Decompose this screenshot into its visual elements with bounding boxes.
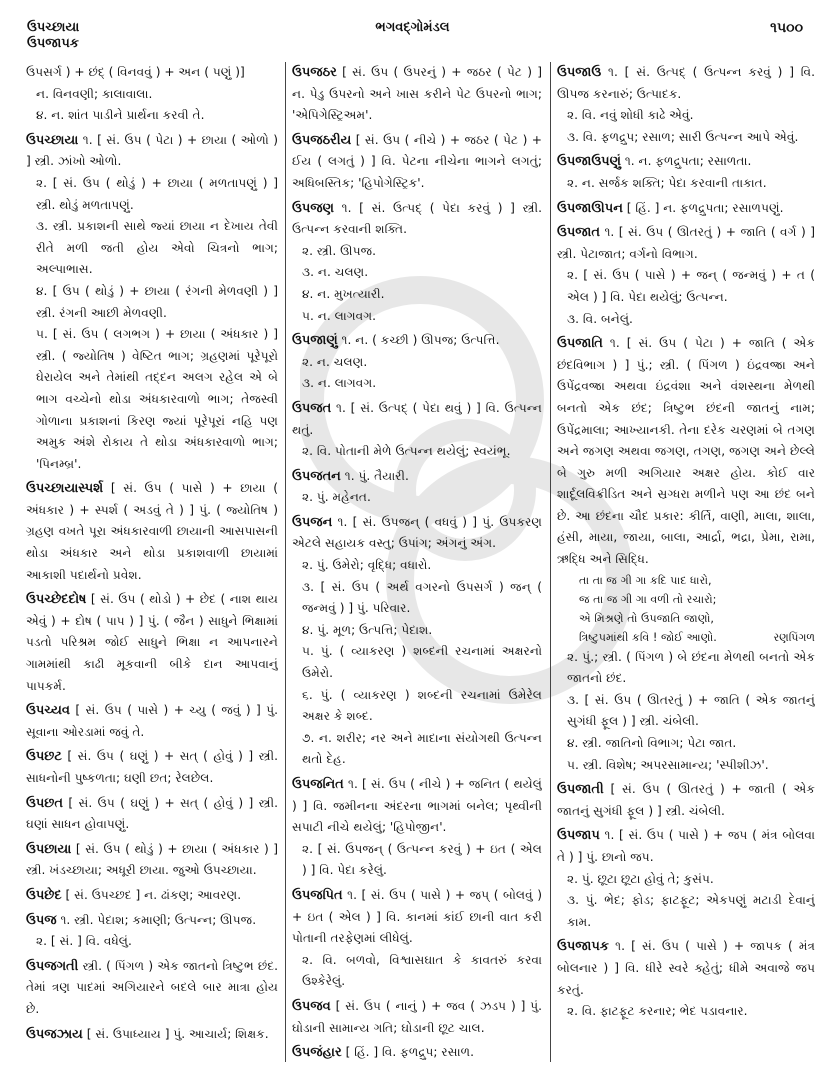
definition-text: [ સં. ઉપચ્છદ ] ન. ઢાંકણ; આવરણ.: [65, 887, 242, 902]
headword: ઉપજગતી: [26, 958, 79, 974]
definition-text: સ્ત્રી. ( પિંગળ ) એક જાતનો ત્રિષ્ટુભ છંદ. તેમાં ત્રણ પાદમાં અગિયારને બદલે બાર માત્રા હોય છે.: [26, 958, 278, 1016]
entry-sense: [557, 890, 815, 933]
verse-line: [557, 628, 815, 647]
definition-text: ૨. વિ. નવું શોધી કાઢે એવું.: [567, 108, 694, 123]
entry-sense: [26, 130, 278, 173]
entry-sense: [292, 555, 542, 577]
dictionary-entry: [557, 779, 815, 822]
entry-sense: [292, 284, 542, 306]
verse-line: [557, 609, 815, 628]
definition-text: ૨. પું. ઉમેરો; વૃદ્ધિ; વધારો.: [302, 558, 432, 573]
entry-sense: [26, 324, 278, 475]
column-2: [292, 62, 542, 1062]
definition-text: [ સં. ઉપ ( થોડો ) + છેદ ( નાશ થાય એવું ) + દોષ ( પાપ ) ] પું. ( જૈન ) સાધુને ભિક્ષામાં પડતો પરિશ્રમ જોઈ સાધુને ભિક્ષા ન આપનારને ગામમાંથી કાઢી મૂકવાની બીકે દાન આપવાનું પાપકર્મ.: [26, 592, 278, 693]
entry-sense: [26, 885, 278, 907]
verse-citation: રણપિંગળ: [773, 630, 815, 644]
definition-text: ૧. [ સં. ઉપજન્ ( વધવું ) ] પું. ઉપકરણ એટલે સહાયક વસ્તુ; ઉપાંગ; અંગનું અંગ.: [292, 514, 542, 551]
definition-text: [ સં. ઉપ ( ઘણું ) + સત્ ( હોવું ) ] સ્ત્રી. સાધનોની પુષ્કળતા; ઘણી છત; રેલછેલ.: [26, 749, 278, 785]
headword: ઉપજનિત: [292, 777, 344, 792]
headword: ઉપચ્યવ: [26, 703, 70, 719]
headword: ઉપજતન: [292, 468, 341, 484]
dictionary-entry: [292, 996, 542, 1039]
definition-text: ન. વિનવણી; કાલાવાલા.: [36, 86, 153, 101]
entry-sense: [292, 466, 542, 488]
dictionary-entry: [292, 330, 542, 395]
definition-text: [ સં. ઉપ ( ઊતરતું ) + જાતી ( એક જાતનું સુગંધી ફૂલ ) ] સ્ત્રી. ચંબેલી.: [557, 782, 815, 818]
definition-text: ૨. ન. ચલણ.: [302, 354, 368, 369]
entry-sense: [557, 222, 815, 265]
headword: ઉપછત: [26, 795, 63, 811]
definition-text: ૨. [ સં. ઉપ ( પાસે ) + જન્ ( જન્મવું ) + ત ( એલ ) ] વિ. પેદા થયેલું; ઉત્પન્ન.: [567, 268, 815, 304]
dictionary-entry: [292, 466, 542, 509]
entry-sense: [292, 330, 542, 352]
entry-sense: [292, 306, 542, 328]
definition-text: ૧. [ સં. ઉપ ( પાસે ) + જપ ( મંત્ર બોલવા તે ) ] પું. છાનો જપ.: [557, 828, 815, 864]
entry-sense: [26, 478, 278, 586]
column-3: [557, 62, 815, 1062]
definition-text: ૨. સ્ત્રી. ઊપજ.: [302, 243, 377, 258]
entry-sense: [557, 198, 815, 220]
definition-text: ૧. [ સં. ઉપ ( પેટા ) + જાતિ ( એક છંદવિભાગ ) ] પું.; સ્ત્રી. ( પિંગળ ) ઇંદ્રવજ્રા અને ઉપેંદ્રવજ્રા અથવા ઇંદ્રવંશા અને વંશસ્થના મેળથી બનતો એક છંદ; ત્રિષ્ટુભ છંદની જાતનું નામ; ઉપેંદ્રમાલા; આખ્યાનકી. તેના દરેક ચરણમાં બે તગણ અને જગણ અથવા જગણ, તગણ, જગણ અને છેલ્લે બે ગુરુ મળી અગિયાર અક્ષર હોય. કોઈ વાર શાર્દૂલવિક્રીડિત અને સ્રગ્ધરા મળીને પણ આ છંદ બને છે. આ છંદના ચૌદ પ્રકાર: કીર્તિ, વાણી, માલા, શાલા, હંસી, માયા, જાયા, બાલા, આર્દ્રા, ભદ્રા, પ્રેમા, રામા, ઋદ્ધિ અને સિદ્ધિ.: [557, 336, 815, 567]
dictionary-columns: [26, 62, 816, 1072]
definition-text: ૩. ન. ચલણ.: [302, 265, 369, 280]
entry-sense: [557, 869, 815, 891]
entry-sense: [557, 333, 815, 571]
entry-sense: [26, 1024, 278, 1046]
definition-text: [ સં. ઉપ ( પાસે ) + છાયા ( અંધકાર ) + સ્પર્શ ( અડવું તે ) ] પું. ( જ્યોતિષ ) ગ્રહણ વખતે પૂરા અંધકારવાળી છાયાની આસપાસની થોડા અંધકાર અને થોડા પ્રકાશવાળી છાયામાં આકાશી પદાર્થનો પ્રવેશ.: [26, 481, 278, 582]
definition-text: ૩. [ સં. ઉપ ( અર્થ વગરનો ઉપસર્ગ ) જન્ ( જન્મવું ) ] પું. પરિવાર.: [302, 579, 542, 616]
entry-sense: [292, 398, 542, 441]
definition-text: [ સં. ઉપ ( ઘણું ) + સત્ ( હોવું ) ] સ્ત્રી. ઘણાં સાધન હોવાપણું.: [26, 795, 278, 832]
definition-text: ૧. સ્ત્રી. પેદાશ; કમાણી; ઉત્પન્ન; ઊપજ.: [60, 912, 257, 927]
dictionary-entry: [557, 222, 815, 330]
dictionary-entry: [292, 130, 542, 195]
definition-text: [ સં. ઉપ ( નાનું ) + જવ ( ઝડપ ) ] પું. ઘોડાની સામાન્ય ગતિ; ઘોડાની છૂટ ચાલ.: [292, 998, 542, 1035]
page-header: [0, 20, 825, 60]
headword: ઉપજાઉપણું: [557, 154, 621, 170]
definition-text: ૧. [ સં. ઉત્પદ્ ( પેદા થવું ) ] વિ. ઉત્પન્ન થતું.: [292, 400, 542, 437]
headword: ઉપજાતિ: [557, 336, 603, 352]
dictionary-entry: [26, 1024, 278, 1046]
definition-text: ૫. [ સં. ઉપ ( લગભગ ) + છાયા ( અંધકાર ) ] સ્ત્રી. ( જ્યોતિષ ) વેષ્ટિત ભાગ; ગ્રહણમાં પૂરેપૂરો ઘેરાયેલ અને તેમાંથી તદ્દન અલગ રહેલ એ બે ભાગ વચ્ચેનો થોડા અંધકારવાળો ભાગ; તેજસ્વી ગોળાના પ્રકાશનાં કિરણ જ્યાં પૂરેપૂરાં નહિ પણ અમુક અંશે રોકાય તે થોડા અંધકારવાળો ભાગ; 'પિનમ્બ્ર'.: [36, 327, 278, 471]
definition-text: ૨. વિ. પોતાની મેળે ઉત્પન્ન થયેલું; સ્વયંભૂ.: [302, 444, 511, 459]
entry-sense: [292, 241, 542, 263]
dictionary-entry: [26, 885, 278, 907]
definition-text: ૩. ન. લાગવગ.: [302, 376, 377, 391]
entry-sense: [292, 373, 542, 395]
column-divider: [550, 62, 551, 1062]
dictionary-entry: [292, 1042, 542, 1062]
entry-sense: [557, 936, 815, 1001]
verse-text: એ મિશ્રણે તો ઉપજાતિ જાણો,: [579, 611, 714, 625]
entry-sense: [292, 885, 542, 950]
dictionary-entry: [26, 956, 278, 1021]
entry-sense: [557, 173, 815, 195]
entry-sense: [26, 281, 278, 324]
definition-text: ૫. પું. ( વ્યાકરણ ) શબ્દની રચનામાં અક્ષરનો ઉમેરો.: [302, 644, 542, 681]
entry-sense: [292, 487, 542, 509]
entry-sense: [292, 262, 542, 284]
definition-text: ૧. પું. તૈયારી.: [344, 468, 409, 483]
running-title: ભગવદ્ગોમંડલ: [375, 20, 450, 35]
dictionary-entry: [292, 62, 542, 127]
entry-sense: [26, 700, 278, 743]
definition-text: ૩. સ્ત્રી. પ્રકાશની સાથે જ્યાં છાયા ન દેખાય તેવી રીતે મળી જતી હોય એવો ચિત્રનો ભાગ; અલ્પાભાસ.: [36, 219, 278, 277]
definition-text: ૧. ન. ફળદ્રુપતા; રસાળતા.: [624, 154, 752, 169]
entry-sense: [292, 441, 542, 463]
entry-sense: [292, 62, 542, 127]
verse-text: તા તા જ ગી ગા કદિ પાદ ધારો,: [579, 573, 712, 587]
entry-sense: [557, 127, 815, 149]
headword: ઉપછટ: [26, 749, 62, 765]
definition-text: ૨. ન. સર્જક શક્તિ; પેદા કરવાની તાકાત.: [567, 175, 767, 190]
entry-sense: [292, 839, 542, 882]
headword: ઉપજત: [292, 400, 332, 416]
headword: ઉપજણ: [292, 200, 334, 216]
column-divider: [285, 62, 286, 1062]
headword: ઉપજાતી: [557, 782, 604, 798]
entry-sense: [292, 1042, 542, 1062]
entry-sense: [26, 746, 278, 789]
column-1: [26, 62, 278, 1062]
entry-sense: [26, 589, 278, 697]
definition-text: ૧. [ સં. ઉપ ( પાસે ) + જપ્ ( બોલવું ) + ઇત ( એલ ) ] વિ. કાનમાં કાંઈ છાની વાત કરી પોતાની તરફેણમાં લીધેલું.: [292, 887, 542, 946]
entry-sense: ૪. સ્ત્રી. જાતિનો વિભાગ; પેટા જાત.: [567, 736, 737, 751]
entry-sense: [292, 352, 542, 374]
headword: ઉપજવ: [292, 998, 331, 1014]
definition-text: ૬. પું. ( વ્યાકરણ ) શબ્દની રચનામાં ઉમેરેલ અક્ષર કે શબ્દ.: [302, 687, 542, 724]
headword: ઉપજાત: [557, 225, 600, 241]
entry-sense: [26, 216, 278, 281]
entry-sense: [292, 620, 542, 642]
dictionary-entry: [557, 936, 815, 1022]
definition-text: ૨. વિ. ફાટફૂટ કરનાર; ભેદ પડાવનાર.: [567, 1004, 748, 1019]
entry-sense: [26, 84, 278, 106]
headword: ઉપજઠરીય: [292, 132, 352, 148]
entry-sense: ૨. પું.; સ્ત્રી. ( પિંગળ ) બે છંદના મેળથી બનતો એક જાતનો છંદ.: [567, 649, 815, 686]
definition-text: ૭. ન. શરીર; નર અને માદાના સંયોગથી ઉત્પન્ન થતો દેહ.: [302, 730, 542, 767]
headword: ઉપચ્છેદદોષ: [26, 592, 87, 608]
headword: ઉપજ: [26, 912, 57, 928]
entry-sense: [557, 265, 815, 308]
headword: ઉપછાયા: [26, 841, 72, 857]
definition-text: ૨. પું. મહેનત.: [302, 490, 371, 505]
guide-word-first: ઉપચ્છાયા: [27, 20, 80, 35]
entry-sense: ૩. [ સં. ઉપ ( ઊતરતું ) + જાતિ ( એક જાતનું સુગંધી ફૂલ ) ] સ્ત્રી. ચંબેલી.: [567, 692, 815, 729]
entry-sense: [292, 950, 542, 993]
dictionary-entry: [292, 398, 542, 463]
entry-sense: [292, 685, 542, 728]
definition-text: ૨. [ સં. ઉપજન્ ( ઉત્પન્ન કરવું ) + ઇત ( એલ ) ] વિ. પેદા કરેલું.: [302, 841, 542, 878]
verse-line: [557, 590, 815, 609]
definition-text: [ હિં. ] ન. ફળદ્રુપતા; રસાળપણું.: [626, 200, 784, 215]
definition-text: ૪. ન. શાંત પાડીને પ્રાર્થના કરવી તે.: [36, 108, 205, 123]
definition-text: ૧. [ સં. ઉત્પદ્ ( ઉત્પન્ન કરવું ) ] વિ. ઊપજ કરનારું; ઉત્પાદક.: [557, 65, 815, 101]
entry-sense: [26, 173, 278, 216]
dictionary-entry: [26, 130, 278, 476]
dictionary-entry: [26, 910, 278, 953]
entry-sense: [557, 151, 815, 173]
entry-sense: [26, 62, 278, 84]
dictionary-entry: [292, 198, 542, 328]
dictionary-entry: [557, 198, 815, 220]
dictionary-entry: [26, 839, 278, 882]
definition-text: ૨. પું. છૂટા છૂટા હોવું તે; કુસંપ.: [567, 871, 714, 886]
definition-text: [ સં. ઉપ ( નીચે ) + જઠર ( પેટ ) + ઈય ( લગતું ) ] વિ. પેટના નીચેના ભાગને લગતું; અધિબસ્તિક; 'હિપોગેસ્ટ્રિક'.: [292, 132, 542, 190]
dictionary-entry: [26, 478, 278, 586]
definition-text: ૫. ન. લાગવગ.: [302, 308, 377, 323]
definition-text: ૧. [ સં. ઉપ ( પાસે ) + જાપક ( મંત્ર બોલનાર ) ] વિ. ધીરે સ્વરે ક્હેતું; ધીમે અવાજે જપ કરતું.: [557, 939, 815, 997]
headword: ઉપજંહાર: [292, 1045, 342, 1061]
definition-text: [ સં. ઉપ ( પાસે ) + ચ્યુ ( જવું ) ] પું. સૂવાના ઓરડામાં જવું તે.: [26, 703, 278, 739]
headword: ઉપજપિત: [292, 887, 343, 903]
entry-sense: [26, 931, 278, 953]
entry-sense: [26, 793, 278, 836]
dictionary-entry: [26, 589, 278, 697]
dictionary-entry: [26, 62, 278, 127]
entry-sense: [557, 62, 815, 105]
entry-sense: ૫. સ્ત્રી. વિશેષ; અપરસામાન્ય; 'સ્પીશીઝ'.: [567, 757, 769, 772]
headword: ઉપજઝાય: [26, 1026, 83, 1042]
entry-sense: [292, 198, 542, 241]
entry-sense: [26, 105, 278, 127]
entry-sense: [557, 779, 815, 822]
entry-sense: [26, 910, 278, 932]
entry-sense: [557, 1001, 815, 1023]
headword: ઉપજાણું: [292, 333, 338, 349]
entry-sense: [292, 996, 542, 1039]
definition-text: ૧. [ સં. ઉપ ( પેટા ) + છાયા ( ઓળો ) ] સ્ત્રી. ઝાંખો ઓળો.: [26, 132, 278, 169]
entry-sense: [292, 130, 542, 195]
entry-sense: [292, 774, 542, 839]
definition-text: [ સં. ઉપ ( ઉપરનું ) + જઠર ( પેટ ) ] ન. પેડુ ઉપરનો અને ખાસ કરીને પેટ ઉપરનો ભાગ; 'એપિગેસ્ટ્રિઅમ'.: [292, 65, 542, 123]
headword: ઉપજાપક: [557, 939, 609, 955]
definition-text: [ હિં. ] વિ. ફળદ્રુપ; રસાળ.: [345, 1045, 474, 1060]
headword: ઉપચ્છાયાસ્પર્શ: [26, 481, 104, 497]
headword: ઉપજઠર: [292, 65, 337, 80]
entry-sense: [26, 839, 278, 882]
dictionary-entry: [292, 885, 542, 993]
definition-text: ૧. [ સં. ઉત્પદ્ ( પેદા કરવું ) ] સ્ત્રી. ઉત્પન્ન કરવાની શક્તિ.: [292, 200, 542, 237]
entry-sense: [557, 105, 815, 127]
dictionary-entry: [557, 62, 815, 148]
headword: ઉપછેદ: [26, 887, 62, 903]
entry-sense: [292, 512, 542, 555]
entry-sense: [557, 309, 815, 331]
dictionary-entry: [557, 333, 815, 776]
definition-text: ૨. [ સં. ] વિ. વધેલું.: [36, 934, 132, 949]
definition-text: [ સં. ઉપ ( થોડું ) + છાયા ( અંધકાર ) ] સ્ત્રી. ખંડચ્છાયા; અધૂરી છાયા. જુઓ ઉપચ્છાયા.: [26, 841, 278, 878]
definition-text: ૧. ન. ( કચ્છી ) ઊપજ; ઉત્પત્તિ.: [341, 333, 500, 348]
verse-text: જ તા જ ગી ગા વળી તો રચારો;: [579, 592, 717, 606]
verse-line: [557, 571, 815, 590]
definition-text: ઉપસર્ગ ) + છંદ્ ( વિનવવું ) + અન ( પણું )]: [26, 65, 245, 79]
dictionary-entry: [557, 825, 815, 933]
definition-text: ૩. વિ. બનેલું.: [567, 311, 633, 326]
definition-text: ૨. વિ. બળવો, વિશ્વાસઘાત કે કાવતરું કરવા ઉશ્કેરેલું.: [302, 952, 542, 989]
headword: ઉપજાઉ: [557, 65, 602, 80]
dictionary-entry: [26, 793, 278, 836]
entry-sense: [557, 825, 815, 868]
definition-text: ૪. [ ઉપ ( થોડું ) + છાયા ( રંગની મેળવણી ) ] સ્ત્રી. રંગની આછી મેળવણી.: [36, 283, 278, 320]
dictionary-entry: [557, 151, 815, 194]
dictionary-entry: [292, 512, 542, 771]
definition-text: [ સં. ઉપાધ્યાય ] પું. આચાર્ય; શિક્ષક.: [86, 1026, 269, 1041]
definition-text: ૩. વિ. ફળદ્રુપ; રસાળ; સારી ઉત્પન્ન આપે એવું.: [567, 129, 799, 144]
dictionary-entry: [292, 774, 542, 882]
headword: ઉપજાપ: [557, 828, 600, 844]
verse-text: ત્રિષ્ટુપમાંથી કવિ ! જોઈ આણો.: [579, 630, 717, 644]
definition-text: ૧. [ સં. ઉપ ( ઊતરતું ) + જાતિ ( વર્ગ ) ] સ્ત્રી. પેટાજાત; વર્ગનો વિભાગ.: [557, 225, 815, 261]
definition-text: ૩. પું. ભેદ; ફોડ; ફાટફૂટ; એકપણું મટાડી દેવાનું કામ.: [567, 893, 815, 929]
dictionary-entry: [26, 700, 278, 743]
guide-word-last: ઉપજાપક: [27, 36, 79, 51]
entry-sense: [292, 577, 542, 620]
headword: ઉપજાઊપન: [557, 200, 623, 216]
definition-text: ૪. પું. મૂળ; ઉત્પત્તિ; પેદાશ.: [302, 622, 433, 637]
headword: ઉપચ્છાયા: [26, 132, 79, 148]
entry-sense: [292, 641, 542, 684]
definition-text: ૪. ન. મુખત્યારી.: [302, 286, 385, 301]
page-number: ૧૫૦૦: [770, 20, 803, 36]
dictionary-entry: [26, 746, 278, 789]
entry-sense: [292, 728, 542, 771]
headword: ઉપજન: [292, 514, 333, 530]
entry-sense: [26, 956, 278, 1021]
definition-text: ૧. [ સં. ઉપ ( નીચે ) + જનિત ( થયેલું ) ] વિ. જમીનના અંદરના ભાગમાં બનેલ; પૃથ્વીની સપાટી નીચે થયેલું; 'હિપોજીન'.: [292, 777, 542, 835]
definition-text: ૨. [ સં. ઉપ ( થોડું ) + છાયા ( મળતાપણું ) ] સ્ત્રી. થોડું મળતાપણું.: [36, 175, 278, 212]
